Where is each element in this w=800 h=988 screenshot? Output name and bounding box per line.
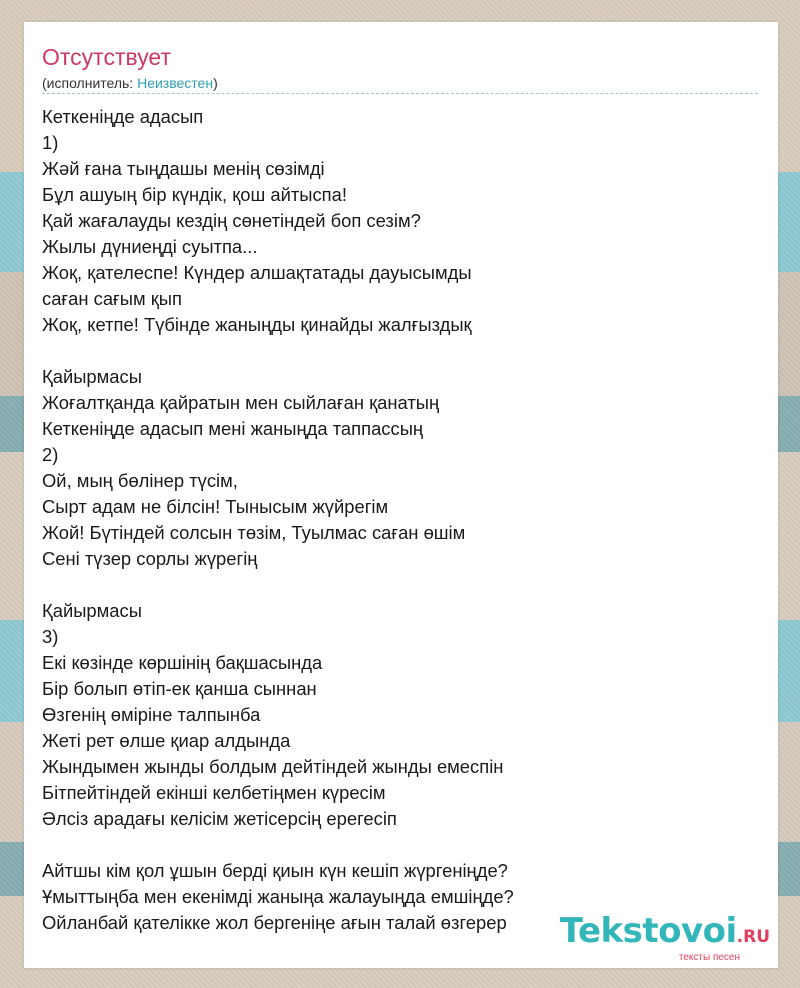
lyric-line: Жоғалтқанда қайратын мен сыйлаған қанатың: [42, 392, 440, 413]
lyric-line: Кеткеніңде адасып мені жаныңда таппассың: [42, 418, 424, 439]
lyric-line: [42, 338, 762, 364]
lyric-line: Кеткеніңде адасып: [42, 106, 204, 127]
lyrics-text: [42, 104, 762, 936]
lyric-line: Жеті рет өлше қиар алдында: [42, 730, 291, 751]
lyric-line: Жоқ, қателеспе! Күндер алшақтатады дауысымды: [42, 262, 472, 283]
lyric-line: Жоқ, кетпе! Түбінде жаныңды қинайды жалғыздық: [42, 314, 472, 335]
artist-line: [42, 74, 218, 92]
lyric-line: Қай жағалауды кездің сөнетіндей боп сезім?: [42, 210, 421, 231]
lyric-line: Бұл ашуың бір күндік, қош айтыспа!: [42, 184, 347, 205]
lyric-line: Екі көзінде көршінің бақшасында: [42, 652, 323, 673]
lyric-line: Жәй ғана тыңдашы менің сөзімді: [42, 158, 325, 179]
lyric-line: 2): [42, 444, 59, 465]
lyric-line: Ойланбай қателікке жол бергеніңе ағын талай өзгерер: [42, 912, 507, 933]
song-title: Отсутствует: [42, 44, 171, 70]
logo-brand: Tekstovoi: [559, 911, 737, 951]
lyric-line: Сені түзер сорлы жүрегің: [42, 548, 258, 569]
lyric-line: Ой, мың бөлінер түсім,: [42, 470, 238, 491]
lyric-line: Бітпейтіндей екінші келбетіңмен күресім: [42, 782, 386, 803]
site-logo[interactable]: [559, 911, 770, 964]
lyric-line: Әлсіз арадағы келісім жетісерсің ерегесіп: [42, 808, 397, 829]
lyric-line: Ұмыттыңба мен екенімді жаныңа жалауыңда емшіңде?: [42, 886, 514, 907]
logo-wordmark: [559, 911, 770, 954]
lyric-line: Жой! Бүтіндей солсын төзім, Туылмас саған өшім: [42, 522, 466, 543]
artist-suffix: ): [213, 75, 218, 91]
lyric-line: [42, 572, 762, 598]
lyric-line: 3): [42, 626, 59, 647]
lyric-line: Айтшы кім қол ұшын берді қиын күн кешіп жүргеніңде?: [42, 860, 508, 881]
lyric-line: Жылы дүниеңді суытпа...: [42, 236, 258, 257]
logo-tagline: тексты песен: [678, 952, 740, 963]
artist-link[interactable]: Неизвестен: [137, 75, 214, 91]
title-divider: [42, 93, 758, 94]
logo-tld: .RU: [736, 927, 770, 947]
lyric-line: Бір болып өтіп-ек қанша сыннан: [42, 678, 317, 699]
lyric-line: [42, 832, 762, 858]
lyric-line: Жындымен жынды болдым дейтіндей жынды емеспін: [42, 756, 504, 777]
lyric-line: Өзгенің өміріне талпынба: [42, 704, 261, 725]
lyric-line: Сырт адам не білсін! Тынысым жүйрегім: [42, 496, 389, 517]
lyric-line: саған сағым қып: [42, 288, 182, 309]
lyric-line: Қайырмасы: [42, 366, 142, 387]
lyrics-card: [24, 22, 778, 968]
lyric-line: 1): [42, 132, 59, 153]
lyric-line: Қайырмасы: [42, 600, 142, 621]
artist-prefix: (исполнитель:: [42, 75, 138, 91]
